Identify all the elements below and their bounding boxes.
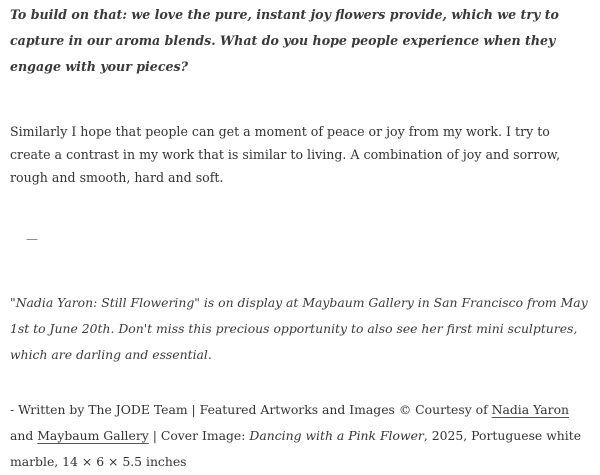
- article-credits: [10, 397, 592, 475]
- exhibition-note: "Nadia Yaron: Still Flowering" is on display at Maybaum Gallery in San Francisco from May 1st to June 20th. Don't miss this precious opportunity to also see her first mini sculptures, which are darling and essential.: [10, 295, 588, 362]
- interview-answer: Similarly I hope that people can get a moment of peace or joy from my work. I try to create a contrast in my work that is similar to living. A combination of joy and sorrow, rough and smooth, hard and soft.: [10, 124, 561, 185]
- gallery-link[interactable]: Maybaum Gallery: [37, 428, 149, 443]
- credits-and: and: [10, 428, 38, 443]
- artist-link[interactable]: Nadia Yaron: [491, 402, 570, 417]
- cover-prefix: | Cover Image:: [148, 428, 250, 443]
- article-body: [10, 0, 592, 475]
- cover-title: Dancing with a Pink Flower: [249, 428, 424, 443]
- cover-details: , 2025, Portuguese white marble, 14 × 6 × 5.5 inches: [10, 428, 582, 469]
- interview-question: To build on that: we love the pure, instant joy flowers provide, which we try to capture in our aroma blends. What do you hope people experience when they engage with your pieces?: [10, 7, 559, 74]
- credits-prefix: - Written by The JODE Team | Featured Artworks and Images © Courtesy of: [10, 402, 492, 417]
- section-divider: —: [26, 232, 38, 246]
